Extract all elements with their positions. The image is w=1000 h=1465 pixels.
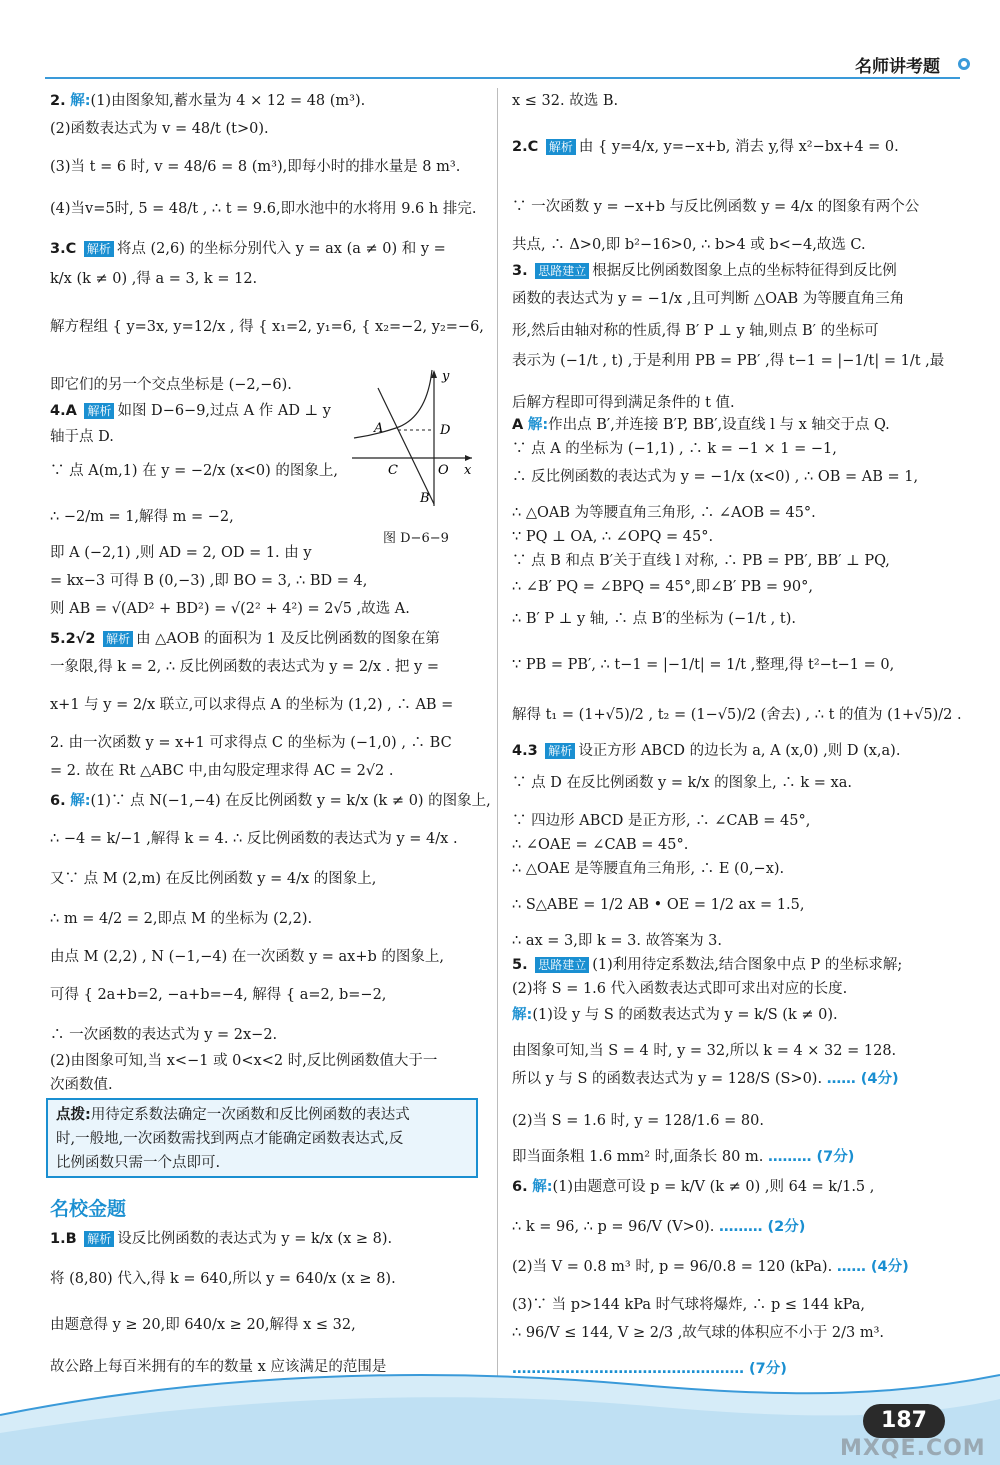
line-text: 即 A (−2,1) ,则 AD = 2, OD = 1. 由 y (50, 545, 312, 561)
text-line (50, 1076, 113, 1094)
text-line (50, 762, 393, 780)
text-line (512, 528, 713, 546)
line-text: = kx−3 可得 B (0,−3) ,即 BO = 3, ∴ BD = 4, (50, 573, 368, 589)
analysis-tag: 解析 (84, 403, 114, 419)
text-line (50, 1230, 392, 1248)
line-text: ∴ 反比例函数的表达式为 y = −1/x (x<0) , ∴ OB = AB = 1, (512, 469, 919, 485)
text-line (512, 262, 897, 280)
text-line (512, 394, 735, 412)
line-text: 即它们的另一个交点坐标是 (−2,−6). (50, 377, 292, 393)
line-text: ∴ 96/V ≤ 144, V ≥ 2/3 ,故气球的体积应不小于 2/3 m³. (512, 1325, 885, 1341)
header-title: 名师讲考题 (855, 57, 940, 77)
line-text: k/x (k ≠ 0) ,得 a = 3, k = 12. (50, 271, 258, 287)
line-text: 后解方程即可得到满足条件的 t 值. (512, 395, 735, 411)
text-line (512, 1006, 838, 1024)
line-text: ∵ 点 D 在反比例函数 y = k/x 的图象上, ∴ k = xa. (512, 775, 852, 791)
line-text: (1)利用待定系数法,结合图象中点 P 的坐标求解; (592, 957, 903, 973)
text-line (50, 572, 367, 590)
line-text: ∴ ∠OAE = ∠CAB = 45°. (512, 837, 689, 853)
text-line (512, 92, 618, 110)
score-mark: ……… (2分) (718, 1219, 806, 1235)
header-dot-icon (958, 58, 970, 70)
text-line (512, 706, 962, 724)
line-text: 则 AB = √(AD² + BD²) = √(2² + 4²) = 2√5 ,故选 A. (50, 601, 410, 617)
line-text: 由图象可知,当 S = 4 时, y = 32,所以 k = 4 × 32 = 128. (512, 1043, 897, 1059)
question-number: 5.2√2 (50, 631, 96, 647)
page-number: 187 (863, 1404, 945, 1438)
text-line (50, 948, 444, 966)
question-number: 6. (50, 793, 66, 809)
label-a: A (374, 421, 384, 436)
text-line (512, 1324, 884, 1342)
score-mark: …… (4分) (826, 1071, 899, 1087)
line-text: 设正方形 ABCD 的边长为 a, A (x,0) ,则 D (x,a). (578, 743, 901, 759)
text-line (512, 980, 847, 998)
label-o: O (438, 463, 449, 478)
header-rule (45, 77, 960, 79)
line-text: ∴ S△ABE = 1/2 AB • OE = 1/2 ax = 1.5, (512, 897, 805, 913)
text-line (50, 792, 491, 810)
line-text: ∴ k = 96, ∴ p = 96/V (V>0). (512, 1219, 715, 1235)
line-text: (1)由图象知,蓄水量为 4 × 12 = 48 (m³). (90, 93, 366, 109)
label-d: D (440, 423, 451, 438)
solution-label: 解: (512, 1007, 533, 1023)
question-number: 2.C (512, 139, 539, 155)
question-number: 4.3 (512, 743, 538, 759)
line-text: ∴ m = 4/2 = 2,即点 M 的坐标为 (2,2). (50, 911, 313, 927)
line-text: (2)当 V = 0.8 m³ 时, p = 96/0.8 = 120 (kPa). (512, 1259, 833, 1275)
text-line (50, 830, 458, 848)
question-number: 6. (512, 1179, 528, 1195)
line-text: 所以 y 与 S 的函数表达式为 y = 128/S (S>0). (512, 1071, 823, 1087)
text-line (50, 318, 484, 336)
line-text: 由点 M (2,2) , N (−1,−4) 在一次函数 y = ax+b 的图象上, (50, 949, 444, 965)
analysis-tag: 解析 (84, 1231, 114, 1247)
line-ab (378, 388, 434, 504)
line-text: 共点, ∴ Δ>0,即 b²−16>0, ∴ b>4 或 b<−4,故选 C. (512, 237, 866, 253)
text-line (50, 600, 410, 618)
text-line (50, 910, 312, 928)
line-text: = 2. 故在 Rt △ABC 中,由勾股定理求得 AC = 2√2 . (50, 763, 394, 779)
line-text: (4)当v=5时, 5 = 48/t , ∴ t = 9.6,即水池中的水将用 9.6 h 排完. (50, 201, 477, 217)
text-line (512, 1258, 909, 1276)
solution-label: 解: (532, 1179, 553, 1195)
text-line (50, 428, 114, 446)
line-text: 形,然后由轴对称的性质,得 B′ P ⊥ y 轴,则点 B′ 的坐标可 (512, 323, 879, 339)
text-line (512, 1218, 805, 1236)
analysis-tag: 思路建立 (535, 957, 589, 973)
analysis-tag: 解析 (546, 139, 576, 155)
line-text: ∵ 点 A 的坐标为 (−1,1) , ∴ k = −1 × 1 = −1, (512, 441, 837, 457)
text-line (512, 742, 900, 760)
line-text: ∴ B′ P ⊥ y 轴, ∴ 点 B′的坐标为 (−1/t , t). (512, 611, 796, 627)
line-text: 如图 D−6−9,过点 A 作 AD ⊥ y (117, 403, 331, 419)
solution-label: 解: (70, 93, 91, 109)
text-line (50, 92, 365, 110)
text-line (512, 504, 816, 522)
line-text: 又∵ 点 M (2,m) 在反比例函数 y = 4/x 的图象上, (50, 871, 377, 887)
text-line (512, 198, 919, 216)
line-text: 解得 t₁ = (1+√5)/2 , t₂ = (1−√5)/2 (舍去) , ∴ t 的值为 (1+√5)/2 . (512, 707, 962, 723)
label-x: x (464, 463, 472, 478)
question-number: 3. (512, 263, 528, 279)
line-text: 次函数值. (50, 1077, 113, 1093)
text-line (56, 1154, 220, 1172)
solution-label: 解: (527, 417, 549, 433)
line-text: ∴ ∠B′ PQ = ∠BPQ = 45°,即∠B′ PB = 90°, (512, 579, 813, 595)
line-text: ∵ 四边形 ABCD 是正方形, ∴ ∠CAB = 45°, (512, 813, 811, 829)
hyperbola-curve (354, 370, 432, 438)
text-line (512, 352, 944, 370)
line-text: ∴ ax = 3,即 k = 3. 故答案为 3. (512, 933, 723, 949)
text-line (50, 270, 257, 288)
line-text: ∴ −4 = k/−1 ,解得 k = 4. ∴ 反比例函数的表达式为 y = 4/x . (50, 831, 458, 847)
line-text: 作出点 B′,并连接 B′P, BB′,设直线 l 与 x 轴交于点 Q. (548, 417, 890, 433)
line-text: 由 { y=4/x, y=−x+b, 消去 y,得 x²−bx+4 = 0. (578, 139, 899, 155)
line-text: 将 (8,80) 代入,得 k = 640,所以 y = 640/x (x ≥ 8). (50, 1271, 396, 1287)
line-text: ∵ 一次函数 y = −x+b 与反比例函数 y = 4/x 的图象有两个公 (512, 199, 920, 215)
text-line (512, 578, 813, 596)
tip-box (46, 1098, 478, 1178)
question-number: 4.A (50, 403, 77, 419)
question-number: 3.C (50, 241, 77, 257)
question-number: 5. (512, 957, 528, 973)
text-line (512, 1112, 764, 1130)
line-text: 比例函数只需一个点即可. (56, 1155, 221, 1171)
text-line (56, 1106, 410, 1124)
text-line (512, 860, 784, 878)
line-text: ∴ 一次函数的表达式为 y = 2x−2. (50, 1027, 278, 1043)
label-c: C (388, 463, 398, 478)
line-text: ∵ PB = PB′, ∴ t−1 = |−1/t| = 1/t ,整理,得 t²−t−1 = 0, (512, 657, 895, 673)
text-line (512, 836, 688, 854)
text-line (50, 870, 376, 888)
text-line (512, 656, 894, 674)
line-text: ∵ PQ ⊥ OA, ∴ ∠OPQ = 45°. (512, 529, 714, 545)
line-text: (1)∵ 点 N(−1,−4) 在反比例函数 y = k/x (k ≠ 0) 的图象上, (90, 793, 491, 809)
text-line (50, 158, 460, 176)
text-line (50, 1026, 277, 1044)
line-text: x ≤ 32. 故选 B. (512, 93, 619, 109)
text-line (512, 468, 918, 486)
text-line (50, 1052, 437, 1070)
figure-d-6-9 (348, 366, 476, 508)
text-line (512, 322, 879, 340)
analysis-tag: 思路建立 (535, 263, 589, 279)
text-line (50, 508, 234, 526)
text-line (512, 1148, 854, 1166)
line-text: ∵ 点 B 和点 B′关于直线 l 对称, ∴ PB = PB′, BB′ ⊥ PQ, (512, 553, 890, 569)
line-text: 时,一般地,一次函数需找到两点才能确定函数表达式,反 (56, 1131, 404, 1147)
text-line (512, 812, 810, 830)
line-text: 用待定系数法确定一次函数和反比例函数的表达式 (90, 1107, 410, 1123)
line-text: 一象限,得 k = 2, ∴ 反比例函数的表达式为 y = 2/x . 把 y = (50, 659, 439, 675)
text-line (50, 630, 440, 648)
label-b: B (420, 491, 430, 506)
page-header (45, 50, 970, 84)
line-text: 解方程组 { y=3x, y=12/x , 得 { x₁=2, y₁=6, { x₂=−2, y₂=−6, (50, 319, 484, 335)
line-text: x+1 与 y = 2/x 联立,可以求得点 A 的坐标为 (1,2) , ∴ AB = (50, 697, 454, 713)
line-text: 设反比例函数的表达式为 y = k/x (x ≥ 8). (117, 1231, 393, 1247)
text-line (512, 290, 904, 308)
line-text: 轴于点 D. (50, 429, 114, 445)
label-y: y (442, 369, 450, 384)
line-text: ∴ △OAE 是等腰直角三角形, ∴ E (0,−x). (512, 861, 785, 877)
figure-caption: 图 D−6−9 (383, 531, 449, 546)
column-divider (497, 88, 498, 1388)
text-line (512, 774, 852, 792)
text-line (512, 1042, 896, 1060)
line-text: 2. 由一次函数 y = x+1 可求得点 C 的坐标为 (−1,0) , ∴ BC (50, 735, 452, 751)
text-line (512, 1296, 865, 1314)
line-text: (2)由图象可知,当 x<−1 或 0<x<2 时,反比例函数值大于一 (50, 1053, 438, 1069)
question-number: 1.B (50, 1231, 77, 1247)
analysis-tag: 解析 (103, 631, 133, 647)
line-text: 根据反比例函数图象上点的坐标特征得到反比例 (592, 263, 897, 279)
text-line (50, 240, 446, 258)
score-mark: ……… (7分) (767, 1149, 855, 1165)
text-line (50, 986, 386, 1004)
text-line (512, 1178, 874, 1196)
text-line (50, 696, 453, 714)
text-line (56, 1130, 403, 1148)
line-text: 即当面条粗 1.6 mm² 时,面条长 80 m. (512, 1149, 764, 1165)
line-text: ∴ △OAB 为等腰直角三角形, ∴ ∠AOB = 45°. (512, 505, 816, 521)
line-text: (2)将 S = 1.6 代入函数表达式即可求出对应的长度. (512, 981, 848, 997)
text-line (512, 610, 796, 628)
text-line (50, 402, 331, 420)
line-text: 函数的表达式为 y = −1/x ,且可判断 △OAB 为等腰直角三角 (512, 291, 905, 307)
x-axis-arrow-icon (465, 455, 472, 461)
line-text: ∵ 点 A(m,1) 在 y = −2/x (x<0) 的图象上, (50, 463, 338, 479)
question-number: 2. (50, 93, 66, 109)
line-text: (3)当 t = 6 时, v = 48/6 = 8 (m³),即每小时的排水量是 8 m³. (50, 159, 461, 175)
text-line (50, 544, 312, 562)
line-text: 表示为 (−1/t , t) ,于是利用 PB = PB′ ,得 t−1 = |−1/t| = 1/t ,最 (512, 353, 945, 369)
section-heading: 名校金题 (50, 1198, 127, 1220)
text-line (50, 734, 452, 752)
analysis-tag: 解析 (84, 241, 114, 257)
text-line (50, 1316, 356, 1334)
text-line (50, 376, 292, 394)
text-line (50, 200, 476, 218)
text-line (512, 416, 890, 434)
line-text: (3)∵ 当 p>144 kPa 时气球将爆炸, ∴ p ≤ 144 kPa, (512, 1297, 866, 1313)
text-line (512, 440, 837, 458)
text-line (50, 120, 269, 138)
text-line (512, 956, 902, 974)
text-line (512, 552, 890, 570)
line-text: 由 △AOB 的面积为 1 及反比例函数的图象在第 (136, 631, 440, 647)
score-mark: ………………………………………… (7分) (512, 1361, 787, 1377)
score-mark: …… (4分) (836, 1259, 909, 1275)
line-text: 将点 (2,6) 的坐标分别代入 y = ax (a ≠ 0) 和 y = (116, 241, 446, 257)
line-text: (2)当 S = 1.6 时, y = 128/1.6 = 80. (512, 1113, 764, 1129)
text-line (512, 1070, 899, 1088)
tip-label: 点拨: (56, 1107, 91, 1123)
text-line (50, 462, 338, 480)
watermark-text: MXQE.COM (840, 1436, 986, 1461)
line-text: ∴ −2/m = 1,解得 m = −2, (50, 509, 234, 525)
question-number: A (512, 417, 524, 433)
text-line (512, 138, 899, 156)
line-text: (2)函数表达式为 v = 48/t (t>0). (50, 121, 269, 137)
line-text: (1)设 y 与 S 的函数表达式为 y = k/S (k ≠ 0). (532, 1007, 838, 1023)
text-line (50, 1270, 396, 1288)
text-line (512, 932, 722, 950)
analysis-tag: 解析 (545, 743, 575, 759)
solution-label: 解: (70, 793, 91, 809)
line-text: 故公路上每百米拥有的车的数量 x 应该满足的范围是 (50, 1359, 387, 1375)
line-text: 由题意得 y ≥ 20,即 640/x ≥ 20,解得 x ≤ 32, (50, 1317, 356, 1333)
line-text: 可得 { 2a+b=2, −a+b=−4, 解得 { a=2, b=−2, (50, 987, 387, 1003)
text-line (512, 896, 805, 914)
line-text: (1)由题意可设 p = k/V (k ≠ 0) ,则 64 = k/1.5 , (552, 1179, 875, 1195)
text-line (512, 236, 866, 254)
text-line (50, 658, 439, 676)
